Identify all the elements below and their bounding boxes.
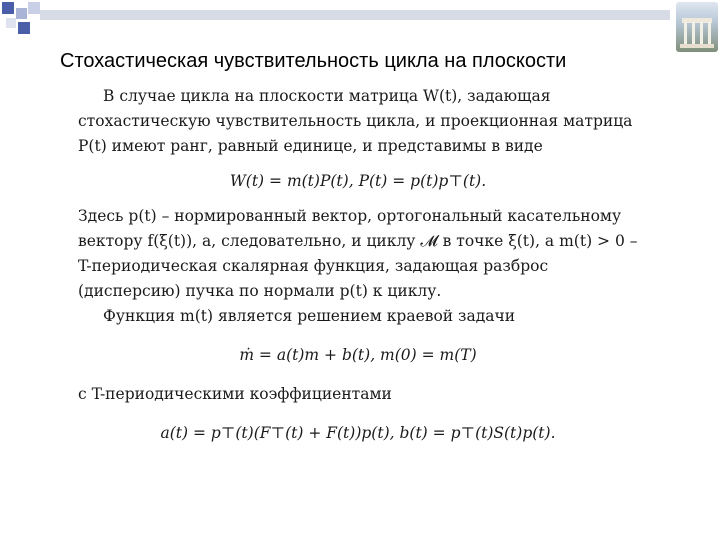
decorative-squares — [0, 0, 60, 40]
header-bar — [40, 10, 670, 20]
paragraph-coefficients: с T-периодическими коэффициентами — [78, 385, 392, 403]
square-dark — [2, 2, 14, 14]
paragraph-intro: В случае цикла на плоскости матрица W(t), задающая стохастическую чувствительность цикла, и проекционная матрица P(t) имеют ранг, равный единице, и представимы в виде — [78, 87, 633, 155]
square-faint — [6, 18, 16, 28]
temple-thumbnail-image — [676, 2, 718, 52]
slide-title: Стохастическая чувствительность цикла на плоскости — [60, 50, 567, 72]
paragraph-function-m: Функция m(t) является решением краевой задачи — [103, 307, 516, 325]
formula-a-b: a(t) = p⊤(t)(F⊤(t) + F(t))p(t), b(t) = p⊤(t)S(t)p(t). — [160, 424, 556, 442]
formula-boundary-problem: ṁ = a(t)m + b(t), m(0) = m(T) — [239, 346, 477, 364]
document-body — [78, 84, 638, 446]
square-light — [16, 8, 27, 19]
square-dark-2 — [18, 22, 30, 34]
formula-w-p: W(t) = m(t)P(t), P(t) = p(t)p⊤(t). — [229, 172, 487, 190]
square-pale — [28, 2, 40, 14]
paragraph-definitions: Здесь p(t) – нормированный вектор, ортогональный касательному вектору f(ξ(t)), а, следовательно, и циклу 𝓜 в точке ξ(t), а m(t) > 0 – T-периодическая скалярная функция, задающая разброс (дисперсию) пучка по нормали p(t) к циклу. — [78, 207, 638, 300]
